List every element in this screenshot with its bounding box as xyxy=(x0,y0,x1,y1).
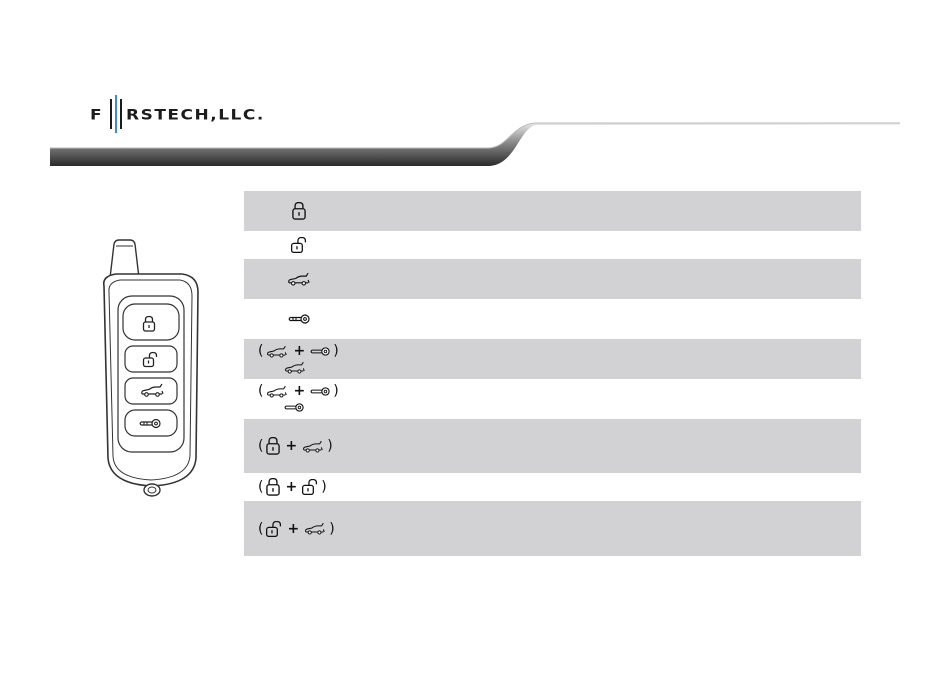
table-row xyxy=(244,299,861,339)
plus-sign: + xyxy=(285,479,298,495)
remote-fob xyxy=(96,238,208,500)
trunk-icon xyxy=(287,272,311,286)
unlock-icon xyxy=(291,237,307,253)
header-swoosh xyxy=(0,110,950,180)
key-icon xyxy=(310,346,330,357)
table-row xyxy=(244,379,861,419)
trunk-icon xyxy=(266,345,288,358)
lock-icon xyxy=(292,202,306,220)
table-row xyxy=(244,259,861,299)
plus-sign: + xyxy=(293,343,306,359)
close-paren: ) xyxy=(329,520,335,537)
trunk-icon xyxy=(284,361,306,374)
key-icon xyxy=(288,313,310,325)
close-paren: ) xyxy=(333,383,339,399)
table-row xyxy=(244,501,861,556)
trunk-icon xyxy=(304,522,326,535)
lock-icon xyxy=(266,437,280,455)
close-paren: ) xyxy=(321,479,327,495)
key-icon xyxy=(284,402,304,413)
open-paren: ( xyxy=(258,383,264,399)
plus-sign: + xyxy=(285,438,298,454)
table-row xyxy=(244,419,861,473)
unlock-icon xyxy=(302,479,318,495)
close-paren: ) xyxy=(333,343,339,359)
lock-icon xyxy=(266,478,280,496)
table-row xyxy=(244,339,861,379)
open-paren: ( xyxy=(258,520,264,537)
close-paren: ) xyxy=(327,438,333,454)
plus-sign: + xyxy=(287,520,300,537)
open-paren: ( xyxy=(258,479,264,495)
button-function-table xyxy=(244,191,861,556)
open-paren: ( xyxy=(258,438,264,454)
unlock-icon xyxy=(266,521,282,537)
table-row xyxy=(244,231,861,259)
table-row xyxy=(244,473,861,501)
trunk-icon xyxy=(302,440,324,453)
key-icon xyxy=(310,386,330,397)
logo-letter-f: F xyxy=(90,106,104,124)
trunk-icon xyxy=(266,385,288,398)
table-row xyxy=(244,191,861,231)
open-paren: ( xyxy=(258,343,264,359)
plus-sign: + xyxy=(293,383,306,399)
logo-text: RSTECH,LLC. xyxy=(126,106,265,124)
